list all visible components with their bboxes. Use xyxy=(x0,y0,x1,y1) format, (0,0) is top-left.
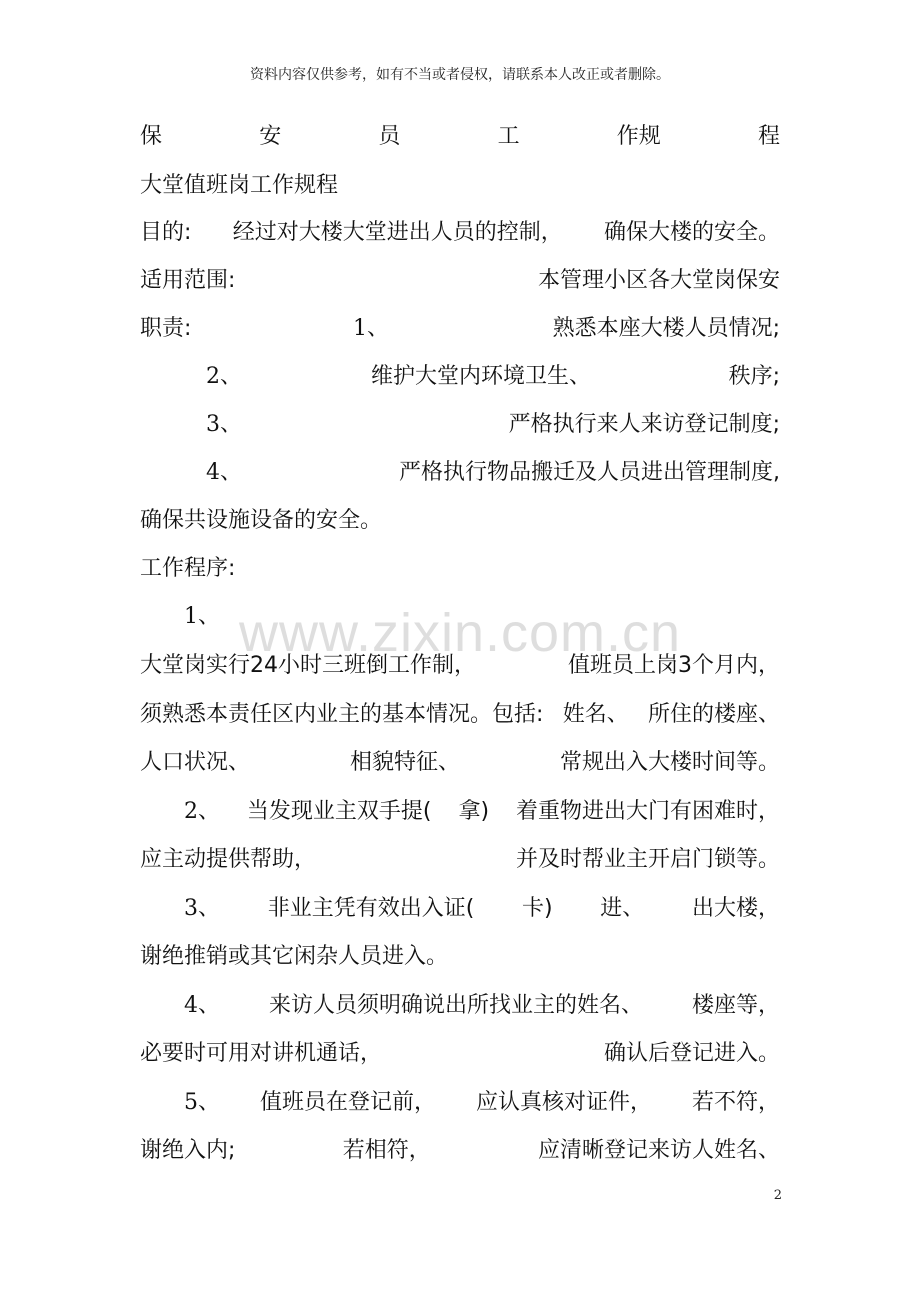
text-segment: 相貌特征、 xyxy=(349,750,460,775)
text-segment: 卡) xyxy=(521,896,553,921)
text-segment: 熟悉本座大楼人员情况; xyxy=(552,316,780,341)
text-segment: 严格执行来人来访登记制度; xyxy=(508,412,780,437)
text-segment: 拿) xyxy=(458,799,490,824)
list-number: 1、 xyxy=(353,316,389,341)
list-number: 5、 xyxy=(184,1090,220,1115)
text-segment: 应清晰登记来访人姓名、 xyxy=(537,1138,780,1163)
page-number: 2 xyxy=(773,1188,782,1203)
list-number: 2、 xyxy=(206,364,242,389)
list-number: 4、 xyxy=(184,993,220,1018)
section-heading xyxy=(140,168,780,204)
duty-line xyxy=(140,455,780,491)
text-segment: 值班员在登记前， xyxy=(259,1090,436,1115)
procedure-line xyxy=(140,1085,780,1121)
title-char: 工 xyxy=(497,124,520,149)
text-segment: 并及时帮业主开启门锁等。 xyxy=(515,847,780,872)
title-char: 安 xyxy=(259,124,282,149)
text-segment: 必要时可用对讲机通话， xyxy=(140,1041,383,1066)
text-segment: 姓名、 xyxy=(562,702,629,727)
text-segment: 楼座等， xyxy=(691,993,780,1018)
title-char: 作规 xyxy=(616,124,661,149)
procedure-line xyxy=(140,842,780,878)
text-segment: 所住的楼座、 xyxy=(647,702,780,727)
procedure-line xyxy=(140,1133,780,1169)
text-segment: 人口状况、 xyxy=(140,750,251,775)
text-segment: 来访人员须明确说出所找业主的姓名、 xyxy=(268,993,643,1018)
duty-line xyxy=(140,311,780,347)
text-segment: 进、 xyxy=(600,896,645,921)
text-segment: 确认后登记进入。 xyxy=(603,1041,780,1066)
duty-line xyxy=(140,359,780,395)
procedure-line xyxy=(140,988,780,1024)
text-segment: 值班员上岗3个月内， xyxy=(568,653,780,678)
procedure-heading xyxy=(140,551,780,587)
text-segment: 大堂岗实行24小时三班倒工作制， xyxy=(140,653,476,678)
text-segment: 谢绝入内; xyxy=(140,1138,236,1163)
title-char: 保 xyxy=(140,124,163,149)
header-disclaimer: 资料内容仅供参考，如有不当或者侵权，请联系本人改正或者删除。 xyxy=(250,67,670,83)
text-segment: 出大楼， xyxy=(691,896,780,921)
text-segment: 须熟悉本责任区内业主的基本情况。包括: xyxy=(140,702,544,727)
procedure-line xyxy=(140,891,780,927)
text-segment: 职责: xyxy=(140,316,192,341)
title-char: 员 xyxy=(378,124,401,149)
text-segment: 非业主凭有效出入证( xyxy=(267,896,475,921)
text-segment: 着重物进出大门有困难时， xyxy=(515,799,780,824)
text-segment: 本管理小区各大堂岗保安 xyxy=(537,268,780,293)
text-segment: 常规出入大楼时间等。 xyxy=(559,750,780,775)
procedure-line xyxy=(140,794,780,830)
title-char: 程 xyxy=(757,124,780,149)
list-number: 3、 xyxy=(206,412,242,437)
scope-line xyxy=(140,263,780,299)
text-segment: 应认真核对证件， xyxy=(475,1090,652,1115)
text-segment: 严格执行物品搬迁及人员进出管理制度, xyxy=(399,460,780,485)
list-number: 1、 xyxy=(184,604,220,629)
list-number: 4、 xyxy=(206,460,242,485)
document-title xyxy=(140,119,780,155)
text-segment: 确保共设施设备的安全。 xyxy=(140,508,383,533)
text-segment: 秩序; xyxy=(728,364,780,389)
text-segment: 经过对大楼大堂进出人员的控制， xyxy=(232,220,563,245)
list-number: 2、 xyxy=(184,799,220,824)
procedure-line xyxy=(140,745,780,781)
text-segment: 适用范围: xyxy=(140,268,236,293)
text-segment: 确保大楼的安全。 xyxy=(603,220,780,245)
text-segment: 当发现业主双手提( xyxy=(246,799,432,824)
text-segment: 谢绝推销或其它闲杂人员进入。 xyxy=(140,944,449,969)
list-number: 3、 xyxy=(184,896,220,921)
procedure-line xyxy=(140,939,780,975)
text-segment: 工作程序: xyxy=(140,556,236,581)
text-segment: 大堂值班岗工作规程 xyxy=(140,173,339,198)
duty-line-continued xyxy=(140,503,780,539)
text-segment: 应主动提供帮助， xyxy=(140,847,317,872)
text-segment: 维护大堂内环境卫生、 xyxy=(371,364,592,389)
text-segment: 若不符， xyxy=(691,1090,780,1115)
watermark: www.zixin.com.cn xyxy=(238,603,682,663)
text-segment: 若相符， xyxy=(342,1138,431,1163)
procedure-line xyxy=(140,697,780,733)
duty-line xyxy=(140,407,780,443)
text-segment: 目的: xyxy=(140,220,192,245)
procedure-line xyxy=(140,1036,780,1072)
purpose-line xyxy=(140,215,780,251)
